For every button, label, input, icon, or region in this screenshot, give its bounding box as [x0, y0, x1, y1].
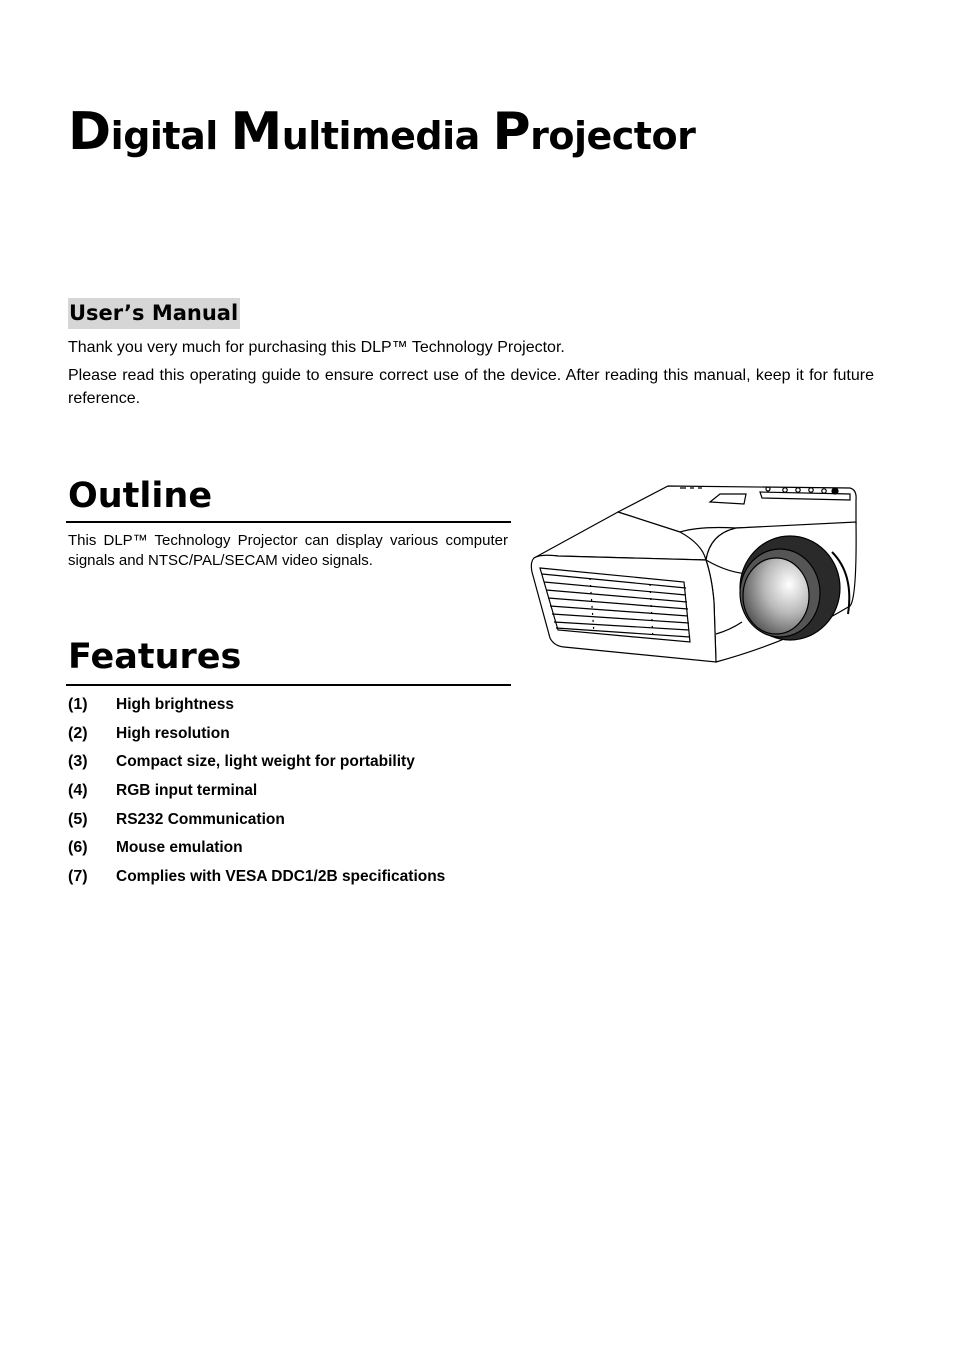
feature-number: (6): [68, 839, 88, 857]
feature-text: RGB input terminal: [116, 782, 258, 800]
feature-number: (1): [68, 696, 88, 713]
outline-divider: [66, 521, 511, 523]
title-rest-2: ultimedia: [281, 114, 480, 158]
title-cap-3: P: [492, 102, 531, 162]
feature-text: High brightness: [116, 696, 234, 713]
users-manual-heading: User’s Manual: [68, 298, 240, 329]
title-cap-1: D: [68, 102, 111, 162]
title-cap-2: M: [230, 102, 282, 162]
features-divider: [66, 684, 511, 686]
feature-number: (2): [68, 724, 88, 742]
feature-number: (3): [68, 753, 88, 771]
feature-number: (5): [68, 810, 88, 828]
read-guide-paragraph: Please read this operating guide to ensure correct use of the device. After reading this manual, keep it for future reference.: [68, 367, 874, 407]
feature-text: Complies with VESA DDC1/2B specifications: [116, 868, 446, 886]
outline-heading: Outline: [68, 476, 213, 516]
page-title: [68, 96, 695, 172]
feature-number: (4): [68, 782, 88, 800]
feature-text: Compact size, light weight for portability: [116, 753, 415, 771]
feature-text: Mouse emulation: [116, 839, 243, 857]
feature-text: RS232 Communication: [116, 810, 285, 828]
thank-you-paragraph: Thank you very much for purchasing this DLP™ Technology Projector.: [68, 339, 565, 356]
feature-number: (7): [68, 868, 88, 886]
projector-illustration-icon: [530, 482, 860, 668]
title-rest-1: igital: [110, 114, 218, 158]
feature-text: High resolution: [116, 724, 230, 742]
features-heading: Features: [68, 637, 242, 677]
title-rest-3: rojector: [530, 114, 696, 158]
outline-text: This DLP™ Technology Projector can display various computer signals and NTSC/PAL/SECAM video signals.: [68, 532, 508, 569]
